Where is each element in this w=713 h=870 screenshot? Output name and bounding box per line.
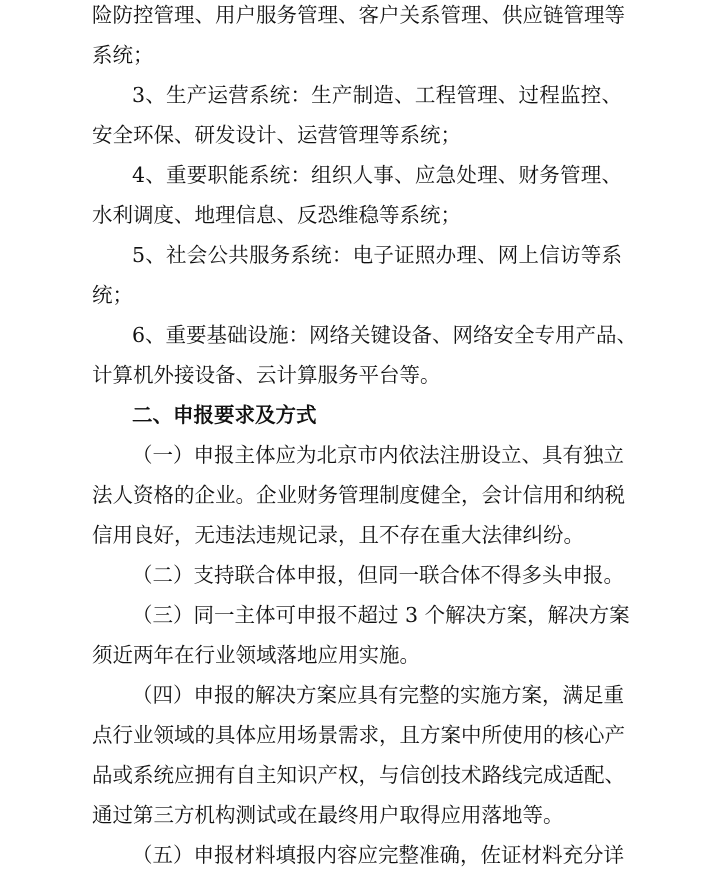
paragraph-line: 法人资格的企业。企业财务管理制度健全，会计信用和纳税 <box>92 483 625 507</box>
paragraph-line: （三）同一主体可申报不超过 3 个解决方案，解决方案 <box>132 603 630 627</box>
paragraph-line: 须近两年在行业领域落地应用实施。 <box>92 643 420 667</box>
list-item-line: 4、重要职能系统：组织人事、应急处理、财务管理、 <box>132 163 622 187</box>
list-item-line: 计算机外接设备、云计算服务平台等。 <box>92 363 441 387</box>
list-item-line: 安全环保、研发设计、运营管理等系统； <box>92 123 461 147</box>
paragraph-line: （四）申报的解决方案应具有完整的实施方案，满足重 <box>132 683 624 707</box>
list-item-line: 5、社会公共服务系统：电子证照办理、网上信访等系 <box>132 243 622 267</box>
paragraph-line: 信用良好，无违法违规记录，且不存在重大法律纠纷。 <box>92 523 584 547</box>
paragraph-line: （一）申报主体应为北京市内依法注册设立、具有独立 <box>132 443 624 467</box>
list-item-line: 险防控管理、用户服务管理、客户关系管理、供应链管理等 <box>92 3 625 27</box>
paragraph-line: （二）支持联合体申报，但同一联合体不得多头申报。 <box>132 563 624 587</box>
paragraph-line: （五）申报材料填报内容应完整准确，佐证材料充分详 <box>132 843 624 867</box>
list-item-line: 6、重要基础设施：网络关键设备、网络安全专用产品、 <box>132 323 638 347</box>
section-heading: 二、申报要求及方式 <box>132 403 317 427</box>
list-item-line: 系统； <box>92 43 154 67</box>
paragraph-line: 点行业领域的具体应用场景需求，且方案中所使用的核心产 <box>92 723 625 747</box>
list-item-line: 统； <box>92 283 133 307</box>
paragraph-line: 品或系统应拥有自主知识产权，与信创技术路线完成适配、 <box>92 763 625 787</box>
list-item-line: 水利调度、地理信息、反恐维稳等系统； <box>92 203 461 227</box>
list-item-line: 3、生产运营系统：生产制造、工程管理、过程监控、 <box>132 83 622 107</box>
paragraph-line: 通过第三方机构测试或在最终用户取得应用落地等。 <box>92 803 564 827</box>
